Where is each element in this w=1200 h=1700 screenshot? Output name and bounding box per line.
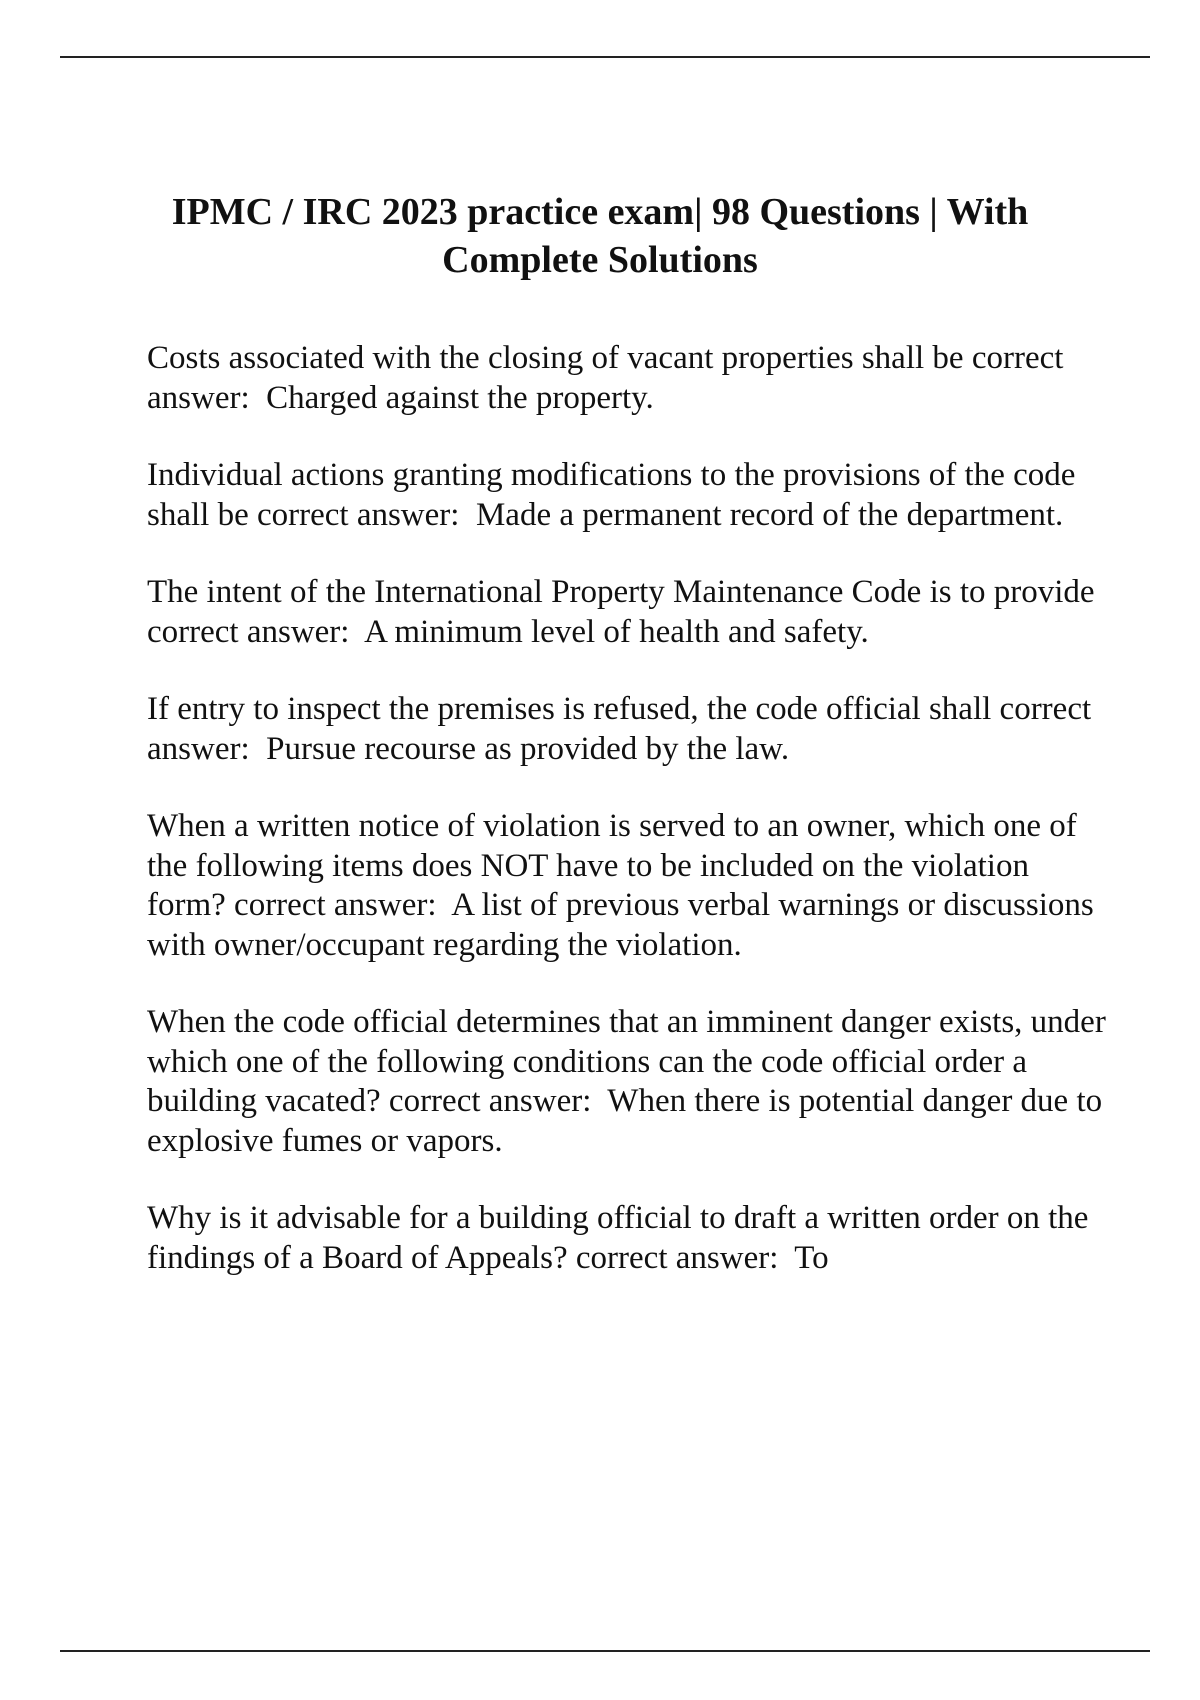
footer-rule [60, 1650, 1150, 1652]
question-text: Costs associated with the closing of vacant properties shall be [147, 340, 964, 376]
question-text: If entry to inspect the premises is refused, the code official shall [147, 691, 992, 727]
answer-text: Pursue recourse as provided by the law. [266, 730, 790, 767]
answer-label: correct answer: [234, 887, 437, 923]
qa-item [147, 456, 1107, 535]
header-rule [60, 56, 1150, 58]
question-text: When a written notice of violation is served to an owner, which one of the following items does NOT have to be included on the violation form? [147, 808, 1077, 923]
answer-label: correct answer: [147, 613, 350, 650]
question-text: Individual actions granting modifications to the provisions of the code shall be [147, 457, 1076, 533]
qa-item [147, 1003, 1107, 1161]
qa-item [147, 807, 1107, 965]
answer-text: Made a permanent record of the department. [475, 496, 1064, 533]
question-text: Why is it advisable for a building official to draft a written order on the findings of a Board of Appeals? [147, 1200, 1089, 1276]
qa-item [147, 339, 1107, 418]
answer-label: correct answer: [147, 340, 1064, 416]
answer-text: A minimum level of health and safety. [364, 613, 869, 650]
qa-item [147, 690, 1107, 769]
answer-text: When there is potential danger due to explosive fumes or vapors. [147, 1083, 1103, 1159]
answer-label: correct answer: [256, 496, 460, 533]
qa-item [147, 573, 1107, 652]
answer-label: correct answer: [388, 1083, 592, 1119]
document-body [147, 339, 1107, 1316]
qa-item [147, 1199, 1107, 1278]
document-title: IPMC / IRC 2023 practice exam| 98 Questions | With Complete Solutions [171, 191, 1029, 281]
answer-text: A list of previous verbal warnings or discussions with owner/occupant regarding the violation. [147, 887, 1094, 963]
question-text: When the code official determines that an imminent danger exists, under which one of the following conditions can the code official order a building vacated? [147, 1004, 1106, 1119]
question-text: The intent of the International Property Maintenance Code is to provide [147, 574, 1095, 610]
answer-label: correct answer: [147, 691, 1092, 767]
answer-label: correct answer: [575, 1239, 779, 1276]
answer-text: To [794, 1239, 829, 1276]
answer-text: Charged against the property. [266, 379, 654, 416]
